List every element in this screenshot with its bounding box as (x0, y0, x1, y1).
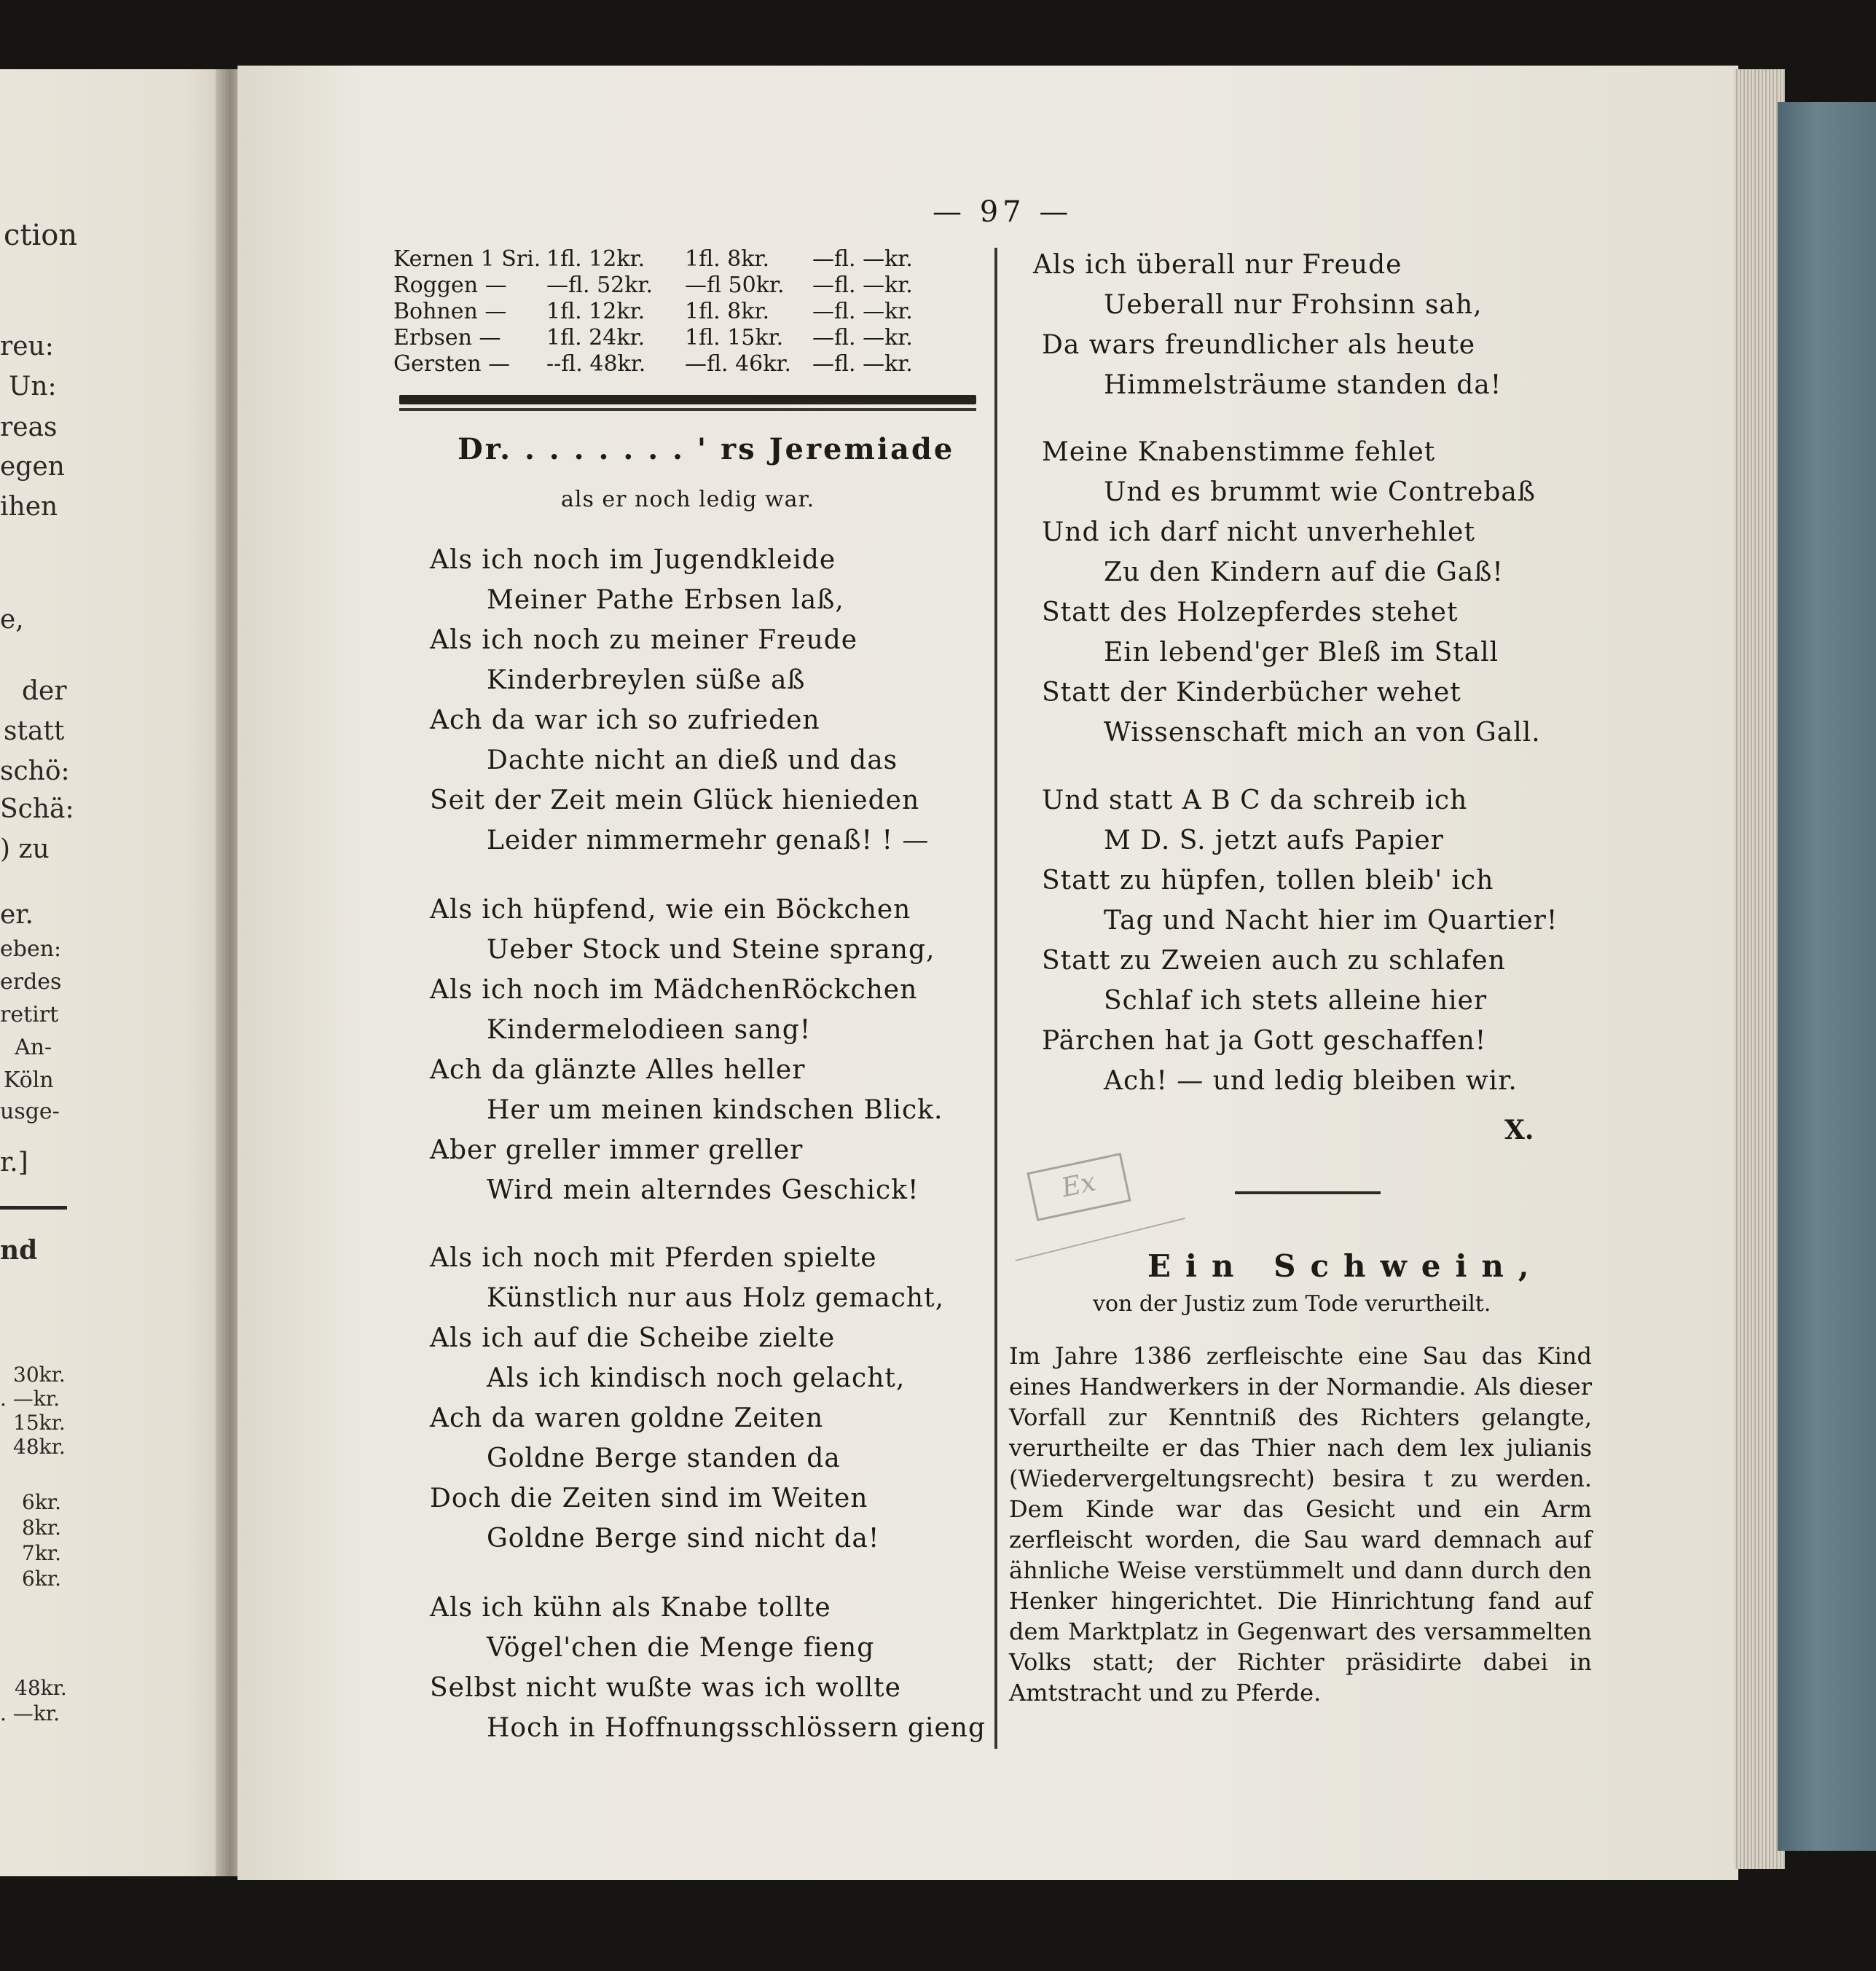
table-cell: 1fl. 12kr. (546, 299, 645, 324)
table-row (393, 325, 913, 351)
poem-line: Aber greller immer greller (430, 1135, 804, 1165)
poem-line: Als ich noch mit Pferden spielte (430, 1243, 877, 1273)
left-fragment: Köln (4, 1067, 54, 1093)
poem-line: Seit der Zeit mein Glück hienieden (430, 785, 920, 815)
left-fragment: Un: (9, 372, 57, 401)
poem-line: Leider nimmermehr genaß! ! — (487, 826, 930, 855)
left-fragment: Schä: (0, 794, 74, 824)
left-fragment: 6kr. (22, 1490, 61, 1514)
poem-line: Statt des Holzepferdes stehet (1042, 597, 1459, 627)
left-fragment: eben: (0, 936, 62, 962)
left-fragment: e, (0, 605, 24, 635)
table-row (393, 246, 913, 273)
left-fragment: . —kr. (0, 1387, 60, 1411)
table-cell: Roggen — (393, 273, 507, 298)
poem-line: Ach! — und ledig bleiben wir. (1104, 1066, 1518, 1096)
poem-subtitle: als er noch ledig war. (561, 487, 815, 512)
poem-line: Als ich noch zu meiner Freude (430, 625, 858, 655)
table-cell: 1fl. 8kr. (685, 246, 770, 272)
poem-line: Dachte nicht an dieß und das (487, 745, 898, 775)
left-fragment: statt (4, 716, 65, 746)
table-row (393, 299, 913, 325)
poem-line: M D. S. jetzt aufs Papier (1104, 826, 1444, 855)
left-fragment: ) zu (0, 834, 50, 864)
poem-line: Da wars freundlicher als heute (1042, 330, 1476, 360)
poem-line: Ueberall nur Frohsinn sah, (1104, 290, 1483, 320)
poem-line: Himmelsträume standen da! (1104, 370, 1502, 400)
poem-line: Vögel'chen die Menge fieng (487, 1633, 875, 1663)
poem-line: Schlaf ich stets alleine hier (1104, 986, 1488, 1016)
left-fragment: nd (0, 1235, 38, 1266)
left-fragment: 6kr. (22, 1567, 61, 1591)
table-row (393, 273, 913, 299)
table-row (393, 351, 913, 377)
poem-line: Statt zu hüpfen, tollen bleib' ich (1042, 866, 1494, 896)
stamp-text: Ex (1059, 1167, 1099, 1204)
poem-line: Wissenschaft mich an von Gall. (1104, 718, 1541, 748)
left-fragment: reas (0, 412, 58, 442)
table-cell: 1fl. 8kr. (685, 299, 770, 324)
poem-line: Statt zu Zweien auch zu schlafen (1042, 946, 1506, 976)
poem-line: Als ich überall nur Freude (1033, 250, 1402, 280)
left-fragment: reu: (0, 332, 54, 361)
article-subtitle: von der Justiz zum Tode verurtheilt. (1093, 1291, 1491, 1317)
page-number: — 97 — (933, 195, 1073, 229)
poem-line: Ach da war ich so zufrieden (430, 705, 820, 735)
left-fragment: 48kr. (13, 1435, 66, 1459)
book-cover (1778, 102, 1876, 1851)
poem-line: Zu den Kindern auf die Gaß! (1104, 557, 1504, 587)
poem-line: Als ich hüpfend, wie ein Böckchen (430, 895, 911, 925)
left-fragment: . —kr. (0, 1701, 60, 1725)
table-cell: 1fl. 24kr. (546, 325, 645, 350)
left-fragment: egen (0, 452, 65, 482)
poem-line: Pärchen hat ja Gott geschaffen! (1042, 1026, 1487, 1056)
poem-line: Meine Knabenstimme fehlet (1042, 437, 1436, 467)
poem-line: Ein lebend'ger Bleß im Stall (1104, 638, 1499, 667)
article-title: Ein Schwein, (1147, 1248, 1544, 1284)
left-fragment: schö: (0, 756, 70, 786)
table-cell: 1fl. 12kr. (546, 246, 645, 272)
table-cell: —fl. 52kr. (546, 273, 654, 298)
left-fragment: ihen (0, 492, 58, 522)
left-fragment: ction (4, 219, 78, 252)
poem-line: Goldne Berge standen da (487, 1443, 841, 1473)
left-fragment: r.] (0, 1148, 28, 1177)
table-cell: —fl. —kr. (812, 351, 913, 377)
table-cell: Erbsen — (393, 325, 501, 350)
poem-line: Künstlich nur aus Holz gemacht, (487, 1283, 945, 1313)
poem-line: Statt der Kinderbücher wehet (1042, 678, 1461, 708)
left-fragment: der (22, 676, 67, 706)
left-fragment: usge- (0, 1099, 60, 1124)
poem-line: Ueber Stock und Steine sprang, (487, 935, 935, 965)
poem-line: Goldne Berge sind nicht da! (487, 1524, 880, 1553)
left-fragment: erdes (0, 969, 62, 995)
left-fragment: 15kr. (13, 1411, 66, 1435)
poem-line: Selbst nicht wußte was ich wollte (430, 1673, 901, 1703)
poem-line: Wird mein alterndes Geschick! (487, 1175, 919, 1205)
left-rule (0, 1206, 67, 1210)
left-fragment: er. (0, 900, 34, 930)
section-rule (1235, 1191, 1381, 1194)
table-cell: Gersten — (393, 351, 511, 377)
poem-line: Als ich kühn als Knabe tollte (430, 1593, 831, 1623)
article-body: Im Jahre 1386 zerfleischte eine Sau das Kind eines Handwerkers in der Normandie. Als dieser Vorfall zur Kenntniß des Richters gelangte, verurtheilte er das Thier nach dem lex julianis (Wiedervergeltungsrecht) besira t zu werden. Dem Kinde war das Gesicht und ein Arm zerfleischt worden, die Sau ward demnach auf ähnliche Weise verstümmelt und dann durch den Henker hingerichtet. Die Hinrichtung fand auf dem Marktplatz in Gegenwart des versammelten Volks statt; der Richter präsidirte dabei in Amtstracht und zu Pferde. (1009, 1342, 1592, 1706)
table-cell: Kernen 1 Sri. (393, 246, 541, 272)
table-cell: —fl. —kr. (812, 273, 913, 298)
poem-line: Als ich noch im Jugendkleide (430, 545, 836, 575)
table-cell: —fl. —kr. (812, 246, 913, 272)
table-cell: 1fl. 15kr. (685, 325, 784, 350)
table-cell: --fl. 48kr. (546, 351, 646, 377)
poem-line: Und es brummt wie Contrebaß (1104, 477, 1536, 507)
left-fragment: 48kr. (15, 1676, 67, 1700)
left-fragment: retirt (0, 1002, 59, 1027)
table-cell: —fl. 46kr. (685, 351, 792, 377)
column-divider (994, 248, 997, 1749)
left-fragment: 30kr. (13, 1363, 66, 1387)
table-cell: Bohnen — (393, 299, 507, 324)
double-rule (399, 395, 976, 404)
poem-line: Kindermelodieen sang! (487, 1015, 812, 1045)
left-fragment: 7kr. (22, 1541, 61, 1565)
poem-line: Und statt A B C da schreib ich (1042, 785, 1468, 815)
price-table (393, 246, 913, 377)
poem-line: Und ich darf nicht unverhehlet (1042, 517, 1475, 547)
poem-line: Hoch in Hoffnungsschlössern gieng (487, 1713, 986, 1743)
poem-title: Dr. . . . . . . . ' rs Jeremiade (458, 432, 955, 466)
poem-line: Ach da glänzte Alles heller (430, 1055, 806, 1085)
poem-signature: X. (1504, 1115, 1534, 1145)
poem-line: Meiner Pathe Erbsen laß, (487, 585, 844, 615)
poem-line: Tag und Nacht hier im Quartier! (1104, 906, 1558, 936)
left-fragment: 8kr. (22, 1516, 61, 1540)
poem-line: Als ich kindisch noch gelacht, (487, 1363, 906, 1393)
table-cell: —fl. —kr. (812, 325, 913, 350)
left-fragment: An- (15, 1035, 52, 1060)
table-cell: —fl 50kr. (685, 273, 785, 298)
poem-line: Doch die Zeiten sind im Weiten (430, 1484, 868, 1513)
poem-line: Als ich auf die Scheibe zielte (430, 1323, 836, 1353)
table-cell: —fl. —kr. (812, 299, 913, 324)
poem-line: Kinderbreylen süße aß (487, 665, 806, 695)
poem-line: Ach da waren goldne Zeiten (430, 1403, 824, 1433)
poem-line: Her um meinen kindschen Blick. (487, 1095, 943, 1125)
double-rule-thin (399, 408, 976, 411)
poem-line: Als ich noch im MädchenRöckchen (430, 975, 918, 1005)
